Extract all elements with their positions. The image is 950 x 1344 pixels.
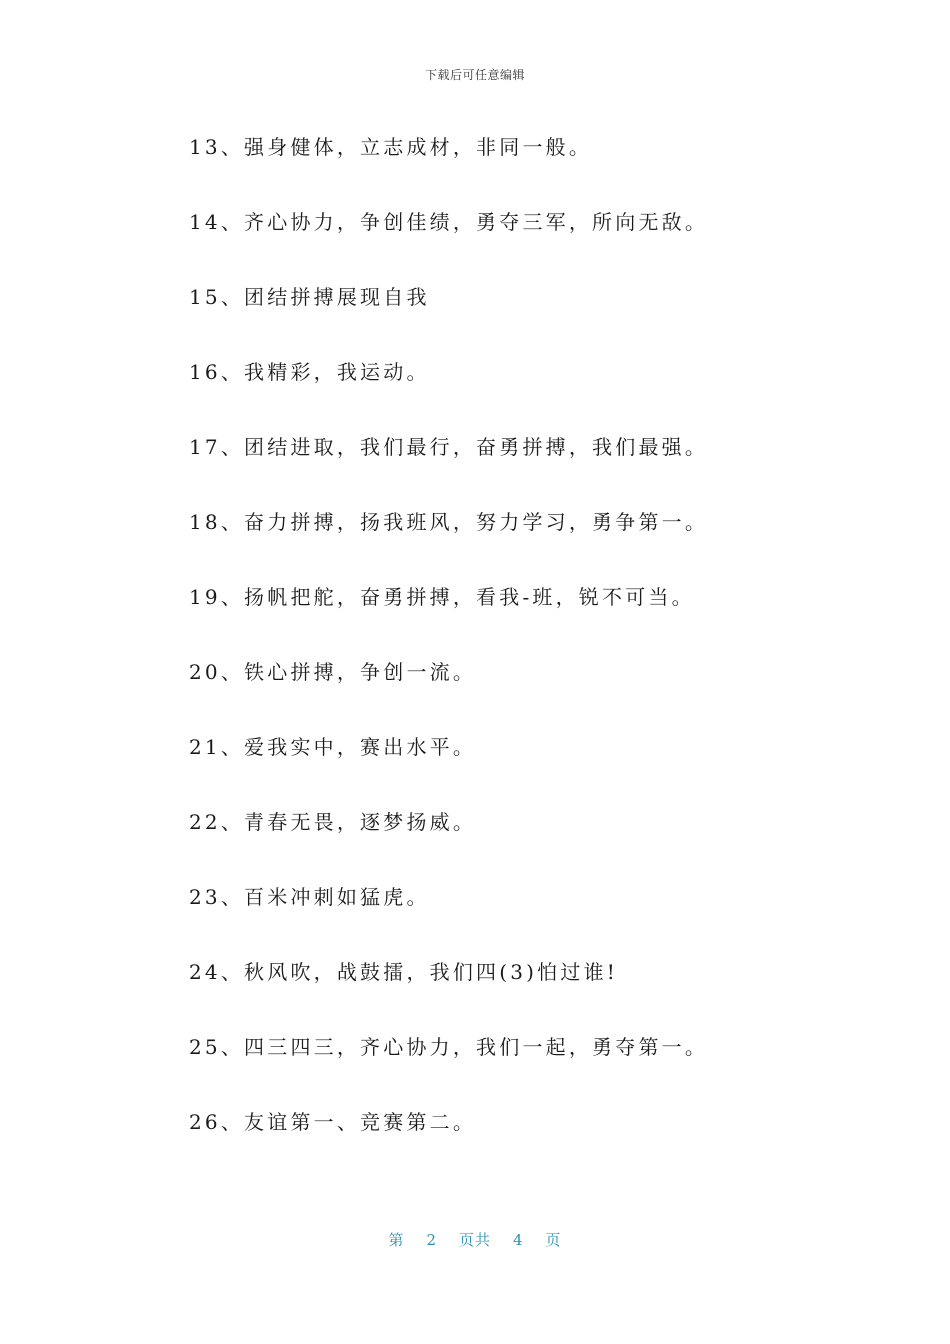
list-item: 14、齐心协力，争创佳绩，勇夺三军，所向无敌。 bbox=[189, 210, 709, 234]
list-item: 17、团结进取，我们最行，奋勇拼搏，我们最强。 bbox=[189, 435, 709, 459]
list-item: 18、奋力拼搏，扬我班风，努力学习，勇争第一。 bbox=[189, 510, 709, 534]
page-number-footer bbox=[0, 1229, 950, 1250]
page-header: 下载后可任意编辑 bbox=[424, 68, 525, 82]
footer-ye-gong: 页共 bbox=[458, 1231, 491, 1249]
list-item: 19、扬帆把舵，奋勇拼搏，看我-班，锐不可当。 bbox=[189, 585, 695, 609]
list-item: 25、四三四三，齐心协力，我们一起，勇夺第一。 bbox=[189, 1035, 709, 1059]
list-item: 16、我精彩，我运动。 bbox=[189, 360, 430, 384]
list-item: 23、百米冲刺如猛虎。 bbox=[189, 885, 430, 909]
total-pages-number: 4 bbox=[513, 1231, 524, 1249]
list-item: 15、团结拼搏展现自我 bbox=[189, 285, 430, 309]
list-item: 21、爱我实中，赛出水平。 bbox=[189, 735, 477, 759]
list-item: 24、秋风吹，战鼓擂，我们四(3)怕过谁! bbox=[189, 960, 619, 984]
footer-di: 第 bbox=[388, 1231, 405, 1249]
current-page-number: 2 bbox=[426, 1231, 437, 1249]
list-item: 22、青春无畏，逐梦扬威。 bbox=[189, 810, 477, 834]
footer-ye: 页 bbox=[545, 1231, 562, 1249]
list-item: 20、铁心拼搏，争创一流。 bbox=[189, 660, 477, 684]
list-item: 13、强身健体，立志成材，非同一般。 bbox=[189, 135, 593, 159]
list-item: 26、友谊第一、竞赛第二。 bbox=[189, 1110, 477, 1134]
slogan-list bbox=[189, 128, 889, 1178]
